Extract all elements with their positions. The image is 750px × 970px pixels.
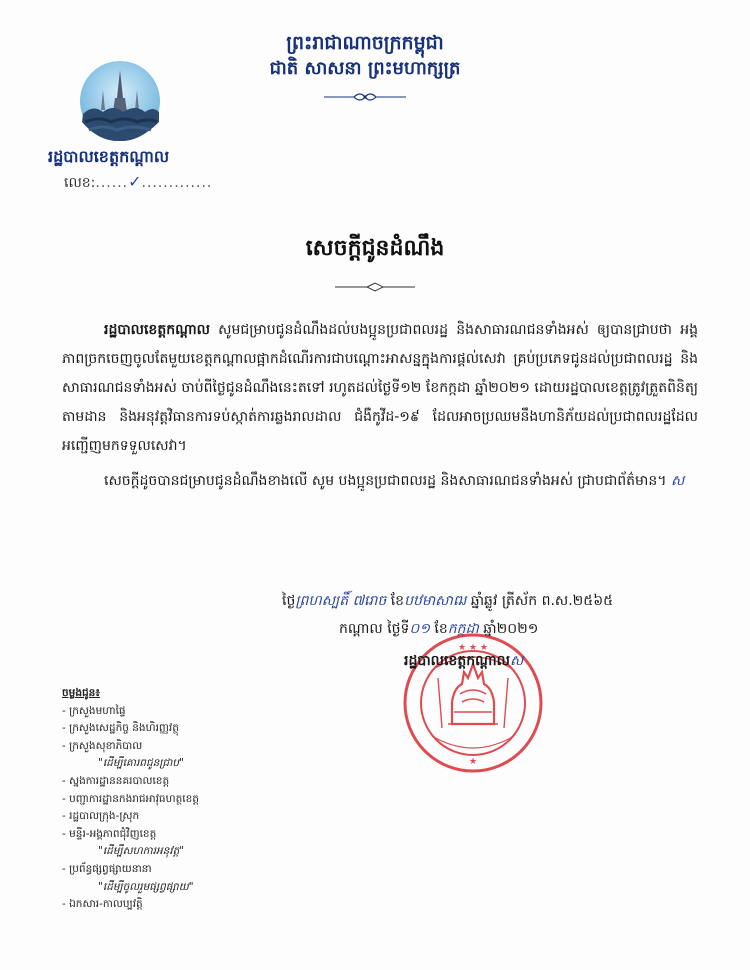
lunar-year: ឆ្នាំឆ្លូវ ត្រីស័ក ព.ស.២៥៦៥ xyxy=(466,593,614,609)
recipient-name: - រដ្ឋបាលក្រុង-ស្រុក xyxy=(62,810,139,822)
recipient-name: - ស្នងការដ្ឋាននគរបាលខេត្ត xyxy=(62,775,169,787)
body-paragraph-2-text: សេចក្តីដូចបានជម្រាបជូនដំណឹងខាងលើ សូម បងប្អូនប្រជាពលរដ្ឋ និងសាធារណជនទាំងអស់ ជ្រាបជាព័ត៌មាន។ xyxy=(104,473,667,489)
recipient-name: - ក្រសួងមហាផ្ទៃ xyxy=(62,705,126,717)
recipient-item xyxy=(62,826,199,844)
recipient-item xyxy=(62,791,199,809)
provincial-seal-logo xyxy=(79,60,161,142)
recipients-heading: ចម្លងជូន៖ xyxy=(62,687,100,699)
recipient-note: "ដើម្បីចូលរួមផ្សព្វផ្សាយ" xyxy=(98,880,194,893)
recipient-item xyxy=(62,720,199,738)
svg-text:★ ★ ★: ★ ★ ★ xyxy=(458,643,488,653)
title-ornament-icon xyxy=(333,282,417,292)
recipient-name: - ប្រព័ន្ធផ្សព្វផ្សាយនានា xyxy=(62,863,152,875)
reference-dots-trailing: ............. xyxy=(141,175,213,191)
recipient-item xyxy=(62,738,199,756)
lunar-month-prefix: ខែ xyxy=(386,593,405,609)
reference-dots: ...... xyxy=(95,175,129,191)
reference-number xyxy=(64,172,212,194)
recipients-list xyxy=(62,703,199,914)
recipient-item xyxy=(62,861,199,879)
recipient-note: "ដើម្បីសហការអនុវត្ត" xyxy=(98,845,185,858)
copy-recipients xyxy=(62,685,199,914)
signatory-name: រដ្ឋបាលខេត្តកណ្ដាល xyxy=(404,653,510,669)
lunar-dateline xyxy=(282,591,613,612)
kingdom-line-1: ព្រះរាជាណាចក្រកម្ពុជា xyxy=(286,32,444,54)
body-paragraph-1 xyxy=(62,316,698,461)
reference-check-mark: ✓ xyxy=(128,172,142,191)
place-day-prefix: កណ្ដាល ថ្ងៃទី xyxy=(339,621,410,637)
header-ornament-icon xyxy=(320,90,410,104)
place-month-handwritten: កក្កដា xyxy=(447,621,479,637)
place-day-handwritten: ០១ xyxy=(409,621,430,637)
recipient-item xyxy=(62,808,199,826)
kingdom-line-2: ជាតិ សាសនា ព្រះមហាក្សត្រ xyxy=(269,58,461,79)
recipient-name: - ឯកសារ-កាលប្បវត្តិ xyxy=(62,898,143,910)
body-sender-name: រដ្ឋបាលខេត្តកណ្ដាល xyxy=(104,322,210,338)
recipient-item xyxy=(62,703,199,721)
notice-body xyxy=(62,316,698,496)
lunar-month-handwritten: បឋមាសាឍ xyxy=(404,593,467,609)
body-paragraph-2 xyxy=(62,467,698,496)
recipient-item xyxy=(62,773,199,791)
lunar-day-prefix: ថ្ងៃ xyxy=(282,593,296,609)
recipient-name: - ក្រសួងសុខាភិបាល xyxy=(62,740,142,752)
place-month-prefix: ខែ xyxy=(429,621,448,637)
body-paragraph-1-text: សូមជម្រាបជូនដំណឹងដល់បងប្អូនប្រជាពលរដ្ឋ និងសាធារណជនទាំងអស់ ឲ្យបានជ្រាបថា អង្គភាពច្រកចេញចូលតែមួយខេត្តកណ្ដាលផ្អាកដំណើរការជាបណ្ដោះអាសន្នក្នុងការផ្ដល់សេវា គ្រប់ប្រភេទជូនដល់ប្រជាពលរដ្ឋ និងសាធារណជនទាំងអស់ ចាប់ពីថ្ងៃជូនដំណឹងនេះតទៅ រហូតដល់ថ្ងៃទី១២ ខែកក្កដា ឆ្នាំ២០២១ ដោយរដ្ឋបាលខេត្តត្រូវត្រួតពិនិត្យ តាមដាន និងអនុវត្តវិធានការទប់ស្កាត់ការឆ្លងរាលដាល ជំងឺកូវីដ-១៩ ដែលអាចប្រឈមនឹងហានិភ័យដល់ប្រជាពលរដ្ឋដែលអញ្ជើញមកទទួលសេវា។ xyxy=(62,322,698,454)
recipient-name: - បញ្ជាការដ្ឋានកងរាជអាវុធហត្ថខេត្ត xyxy=(62,793,199,805)
lunar-day-handwritten: ព្រហស្បតិ៍ ៧រោច xyxy=(295,593,387,609)
kingdom-header xyxy=(240,30,490,82)
recipient-item xyxy=(62,896,199,914)
recipient-name: - មន្ទីរ-អង្គភាពជុំវិញខេត្ត xyxy=(62,828,156,840)
sender-province: រដ្ឋបាលខេត្តកណ្ដាល xyxy=(48,147,170,166)
recipient-name: - ក្រសួងសេដ្ឋកិច្ច និងហិរញ្ញវត្ថុ xyxy=(62,722,179,734)
reference-label: លេខ: xyxy=(64,175,96,191)
notice-title: សេចក្តីជូនដំណឹង xyxy=(305,236,445,261)
signature-mark: ស xyxy=(509,653,524,669)
svg-text:★: ★ xyxy=(468,757,478,767)
place-year: ឆ្នាំ២០២១ xyxy=(478,621,539,637)
recipient-note: "ដើម្បីគោរពជូនជ្រាប" xyxy=(98,757,184,770)
handwritten-initial: ស xyxy=(670,473,685,489)
signatory-title xyxy=(404,651,523,672)
